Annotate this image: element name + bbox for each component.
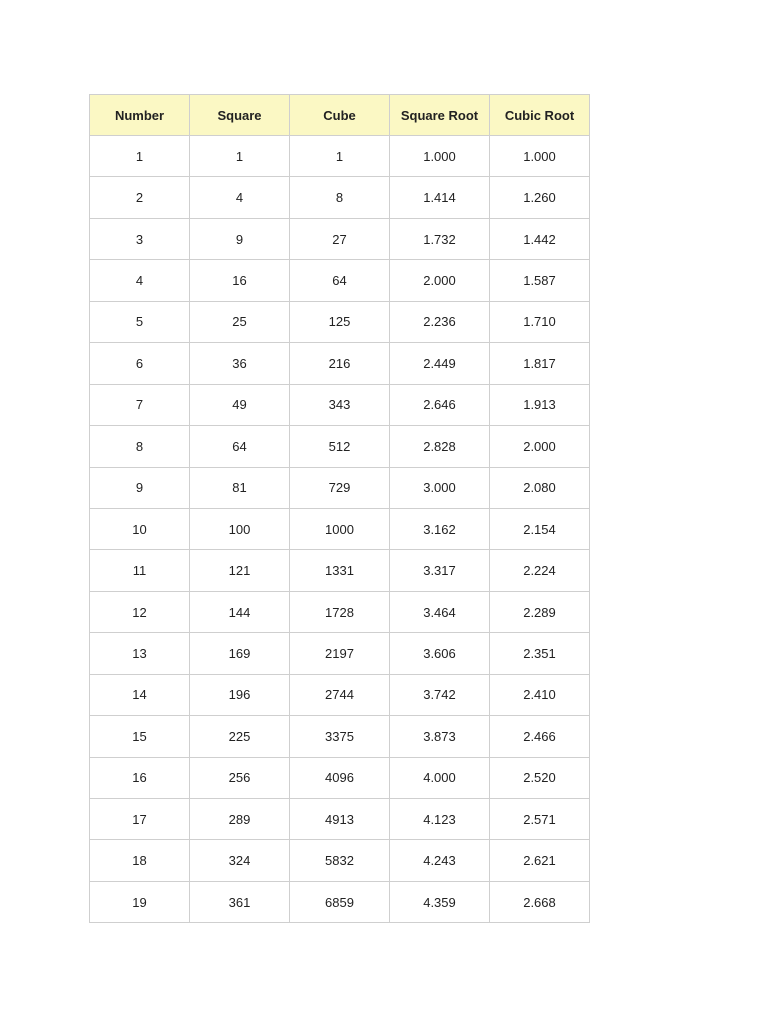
table-row [90,467,590,508]
cubic-root-cell: 1.000 [490,136,590,177]
table-row [90,260,590,301]
number-cell: 18 [90,840,190,881]
cube-cell: 8 [290,177,390,218]
cubic-root-cell: 1.913 [490,384,590,425]
cubic-root-cell: 1.260 [490,177,590,218]
square-cell: 9 [190,218,290,259]
table-row [90,633,590,674]
square-cell: 196 [190,674,290,715]
square-root-cell: 3.162 [390,508,490,549]
number-cell: 9 [90,467,190,508]
square-cell: 324 [190,840,290,881]
cubic-root-cell: 2.466 [490,716,590,757]
square-root-cell: 1.732 [390,218,490,259]
cube-cell: 125 [290,301,390,342]
table-row [90,177,590,218]
cubic-root-cell: 2.080 [490,467,590,508]
cube-cell: 3375 [290,716,390,757]
cubic-root-cell: 1.817 [490,343,590,384]
cube-cell: 729 [290,467,390,508]
square-cell: 256 [190,757,290,798]
cubic-root-cell: 2.621 [490,840,590,881]
header-square: Square [190,95,290,136]
table-row [90,426,590,467]
cube-cell: 1000 [290,508,390,549]
square-root-cell: 2.828 [390,426,490,467]
header-square-root: Square Root [390,95,490,136]
cube-cell: 64 [290,260,390,301]
cubic-root-cell: 2.154 [490,508,590,549]
cube-cell: 216 [290,343,390,384]
square-root-cell: 4.123 [390,799,490,840]
square-cell: 81 [190,467,290,508]
square-root-cell: 3.464 [390,591,490,632]
number-cell: 5 [90,301,190,342]
square-cell: 100 [190,508,290,549]
square-cell: 49 [190,384,290,425]
square-root-cell: 3.000 [390,467,490,508]
cubic-root-cell: 2.668 [490,881,590,922]
cube-cell: 27 [290,218,390,259]
square-cell: 361 [190,881,290,922]
square-cell: 36 [190,343,290,384]
table-row [90,840,590,881]
table-body [90,136,590,923]
square-cell: 25 [190,301,290,342]
square-cell: 144 [190,591,290,632]
table-row [90,591,590,632]
cubic-root-cell: 1.587 [490,260,590,301]
table-row [90,881,590,922]
header-row [90,95,590,136]
number-cell: 7 [90,384,190,425]
cubic-root-cell: 2.224 [490,550,590,591]
square-root-cell: 2.449 [390,343,490,384]
square-cell: 169 [190,633,290,674]
table-row [90,716,590,757]
square-root-cell: 2.236 [390,301,490,342]
cube-cell: 5832 [290,840,390,881]
table-header [90,95,590,136]
table-row [90,674,590,715]
number-cell: 3 [90,218,190,259]
cubic-root-cell: 2.000 [490,426,590,467]
square-root-cell: 1.000 [390,136,490,177]
cube-cell: 6859 [290,881,390,922]
table-row [90,757,590,798]
cube-cell: 2197 [290,633,390,674]
number-cell: 1 [90,136,190,177]
cube-cell: 1 [290,136,390,177]
number-cell: 17 [90,799,190,840]
square-root-cell: 1.414 [390,177,490,218]
cube-cell: 1728 [290,591,390,632]
number-cell: 19 [90,881,190,922]
square-cell: 225 [190,716,290,757]
header-cubic-root: Cubic Root [490,95,590,136]
square-cell: 1 [190,136,290,177]
table-row [90,343,590,384]
cube-cell: 343 [290,384,390,425]
table-row [90,550,590,591]
header-cube: Cube [290,95,390,136]
square-root-cell: 3.606 [390,633,490,674]
number-cell: 15 [90,716,190,757]
number-cell: 14 [90,674,190,715]
number-cell: 10 [90,508,190,549]
header-number: Number [90,95,190,136]
square-cell: 4 [190,177,290,218]
table-row [90,218,590,259]
table-row [90,136,590,177]
cube-cell: 4096 [290,757,390,798]
square-root-cell: 2.646 [390,384,490,425]
square-root-cell: 4.000 [390,757,490,798]
cube-cell: 2744 [290,674,390,715]
square-root-cell: 3.873 [390,716,490,757]
cubic-root-cell: 2.351 [490,633,590,674]
square-cell: 16 [190,260,290,301]
table-row [90,799,590,840]
cubic-root-cell: 1.710 [490,301,590,342]
number-cell: 16 [90,757,190,798]
square-root-cell: 3.317 [390,550,490,591]
number-cell: 11 [90,550,190,591]
cubic-root-cell: 1.442 [490,218,590,259]
cubic-root-cell: 2.571 [490,799,590,840]
cubic-root-cell: 2.410 [490,674,590,715]
square-cell: 121 [190,550,290,591]
table-row [90,508,590,549]
table-row [90,384,590,425]
number-cell: 2 [90,177,190,218]
cube-cell: 4913 [290,799,390,840]
powers-roots-table-container [89,94,590,923]
cube-cell: 512 [290,426,390,467]
cubic-root-cell: 2.520 [490,757,590,798]
square-root-cell: 3.742 [390,674,490,715]
table-row [90,301,590,342]
cube-cell: 1331 [290,550,390,591]
square-root-cell: 2.000 [390,260,490,301]
number-cell: 8 [90,426,190,467]
cubic-root-cell: 2.289 [490,591,590,632]
number-cell: 4 [90,260,190,301]
number-cell: 12 [90,591,190,632]
square-root-cell: 4.243 [390,840,490,881]
number-cell: 6 [90,343,190,384]
number-cell: 13 [90,633,190,674]
square-root-cell: 4.359 [390,881,490,922]
powers-roots-table [89,94,590,923]
square-cell: 64 [190,426,290,467]
square-cell: 289 [190,799,290,840]
